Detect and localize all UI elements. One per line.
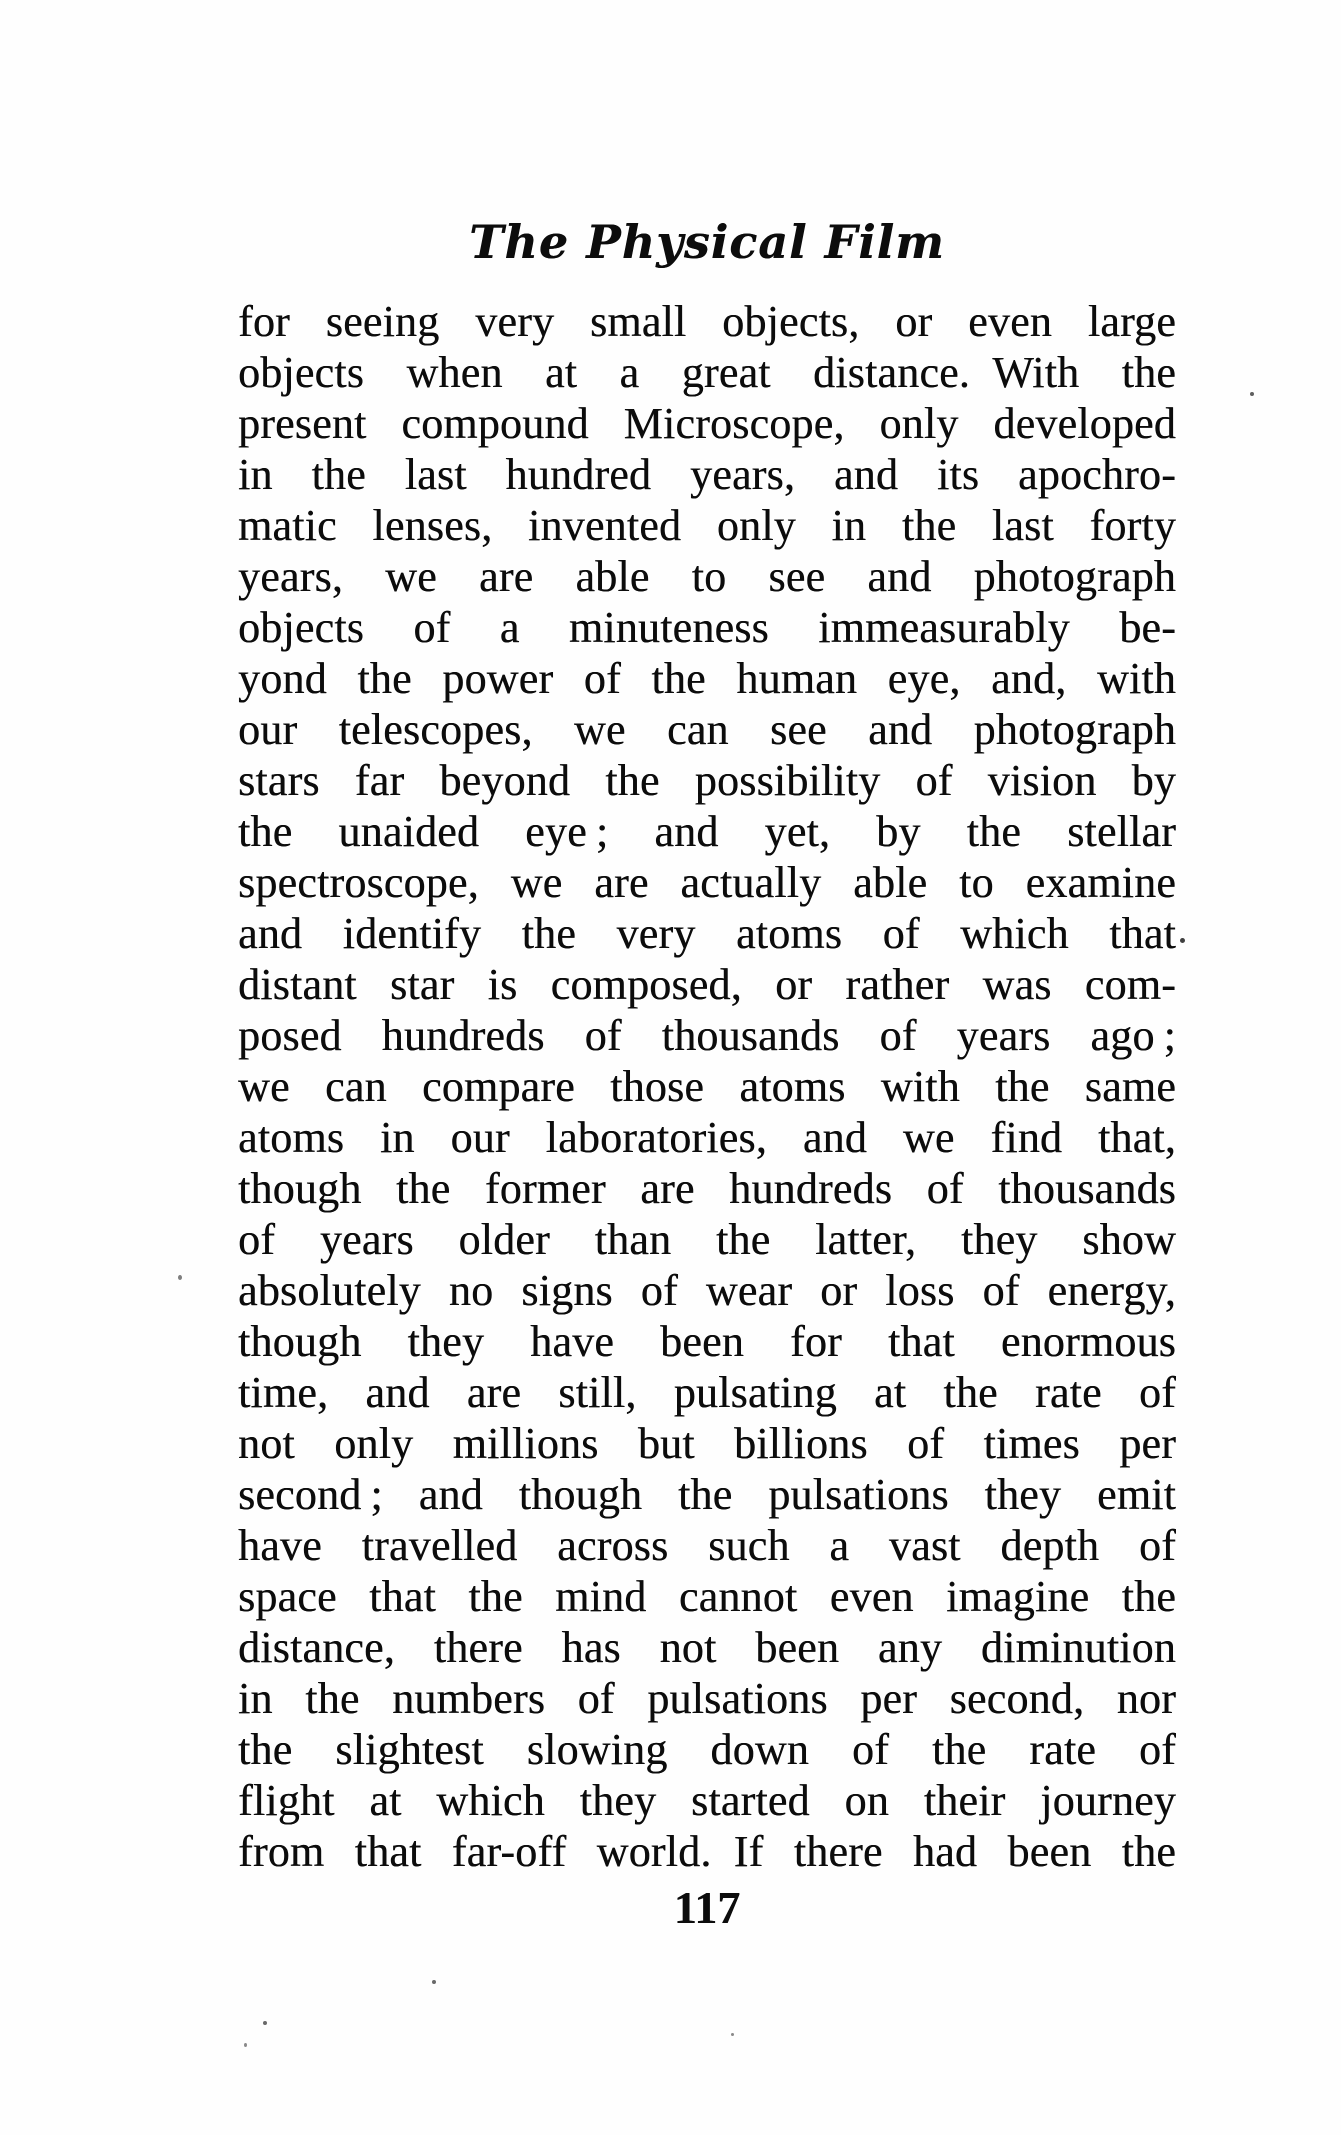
- ink-speck: [1250, 392, 1254, 396]
- body-text-line: not only millions but billions of times per: [238, 1419, 1176, 1468]
- ink-speck: [178, 1275, 182, 1280]
- ink-speck: [731, 2033, 734, 2036]
- body-text-line: time, and are still, pulsating at the rate of: [238, 1368, 1176, 1417]
- body-text-line: the slightest slowing down of the rate of: [238, 1725, 1176, 1774]
- body-text-line: from that far-off world. If there had been the: [238, 1827, 1176, 1876]
- page-number: 117: [673, 1882, 741, 1933]
- body-text-line: stars far beyond the possibility of vision by: [238, 756, 1176, 805]
- ink-speck: [1180, 938, 1185, 943]
- body-text-line: though the former are hundreds of thousands: [238, 1164, 1176, 1213]
- ink-speck: [244, 2043, 247, 2047]
- body-text-line: present compound Microscope, only developed: [238, 399, 1176, 448]
- body-text-line: yond the power of the human eye, and, with: [238, 654, 1176, 703]
- ink-speck: [263, 2021, 267, 2025]
- body-text-line: second ; and though the pulsations they emit: [238, 1470, 1176, 1519]
- body-text-line: spectroscope, we are actually able to examine: [238, 858, 1176, 907]
- body-text-line: objects when at a great distance. With the: [238, 348, 1176, 397]
- body-text-line: matic lenses, invented only in the last forty: [238, 501, 1176, 550]
- body-text-line: our telescopes, we can see and photograph: [238, 705, 1176, 754]
- body-text: [238, 296, 1176, 1877]
- body-text-line: flight at which they started on their journey: [238, 1776, 1176, 1825]
- body-text-line: of years older than the latter, they show: [238, 1215, 1176, 1264]
- body-text-line: space that the mind cannot even imagine the: [238, 1572, 1176, 1621]
- body-text-line: the unaided eye ; and yet, by the stellar: [238, 807, 1176, 856]
- body-text-line: distant star is composed, or rather was com-: [238, 960, 1176, 1009]
- body-text-line: we can compare those atoms with the same: [238, 1062, 1176, 1111]
- body-text-line: though they have been for that enormous: [238, 1317, 1176, 1366]
- body-text-line: for seeing very small objects, or even large: [238, 297, 1176, 346]
- body-text-line: objects of a minuteness immeasurably be-: [238, 603, 1176, 652]
- body-text-line: absolutely no signs of wear or loss of energy,: [238, 1266, 1176, 1315]
- body-text-line: atoms in our laboratories, and we find that,: [238, 1113, 1176, 1162]
- body-text-line: distance, there has not been any diminution: [238, 1623, 1176, 1672]
- body-text-line: in the numbers of pulsations per second, nor: [238, 1674, 1176, 1723]
- body-text-line: in the last hundred years, and its apochro-: [238, 450, 1176, 499]
- body-text-line: years, we are able to see and photograph: [238, 552, 1176, 601]
- ink-speck: [432, 1980, 436, 1984]
- page-header-title: The Physical Film: [469, 215, 945, 269]
- body-text-line: posed hundreds of thousands of years ago ;: [238, 1011, 1176, 1060]
- body-text-line: and identify the very atoms of which that: [238, 909, 1176, 958]
- body-text-line: have travelled across such a vast depth of: [238, 1521, 1176, 1570]
